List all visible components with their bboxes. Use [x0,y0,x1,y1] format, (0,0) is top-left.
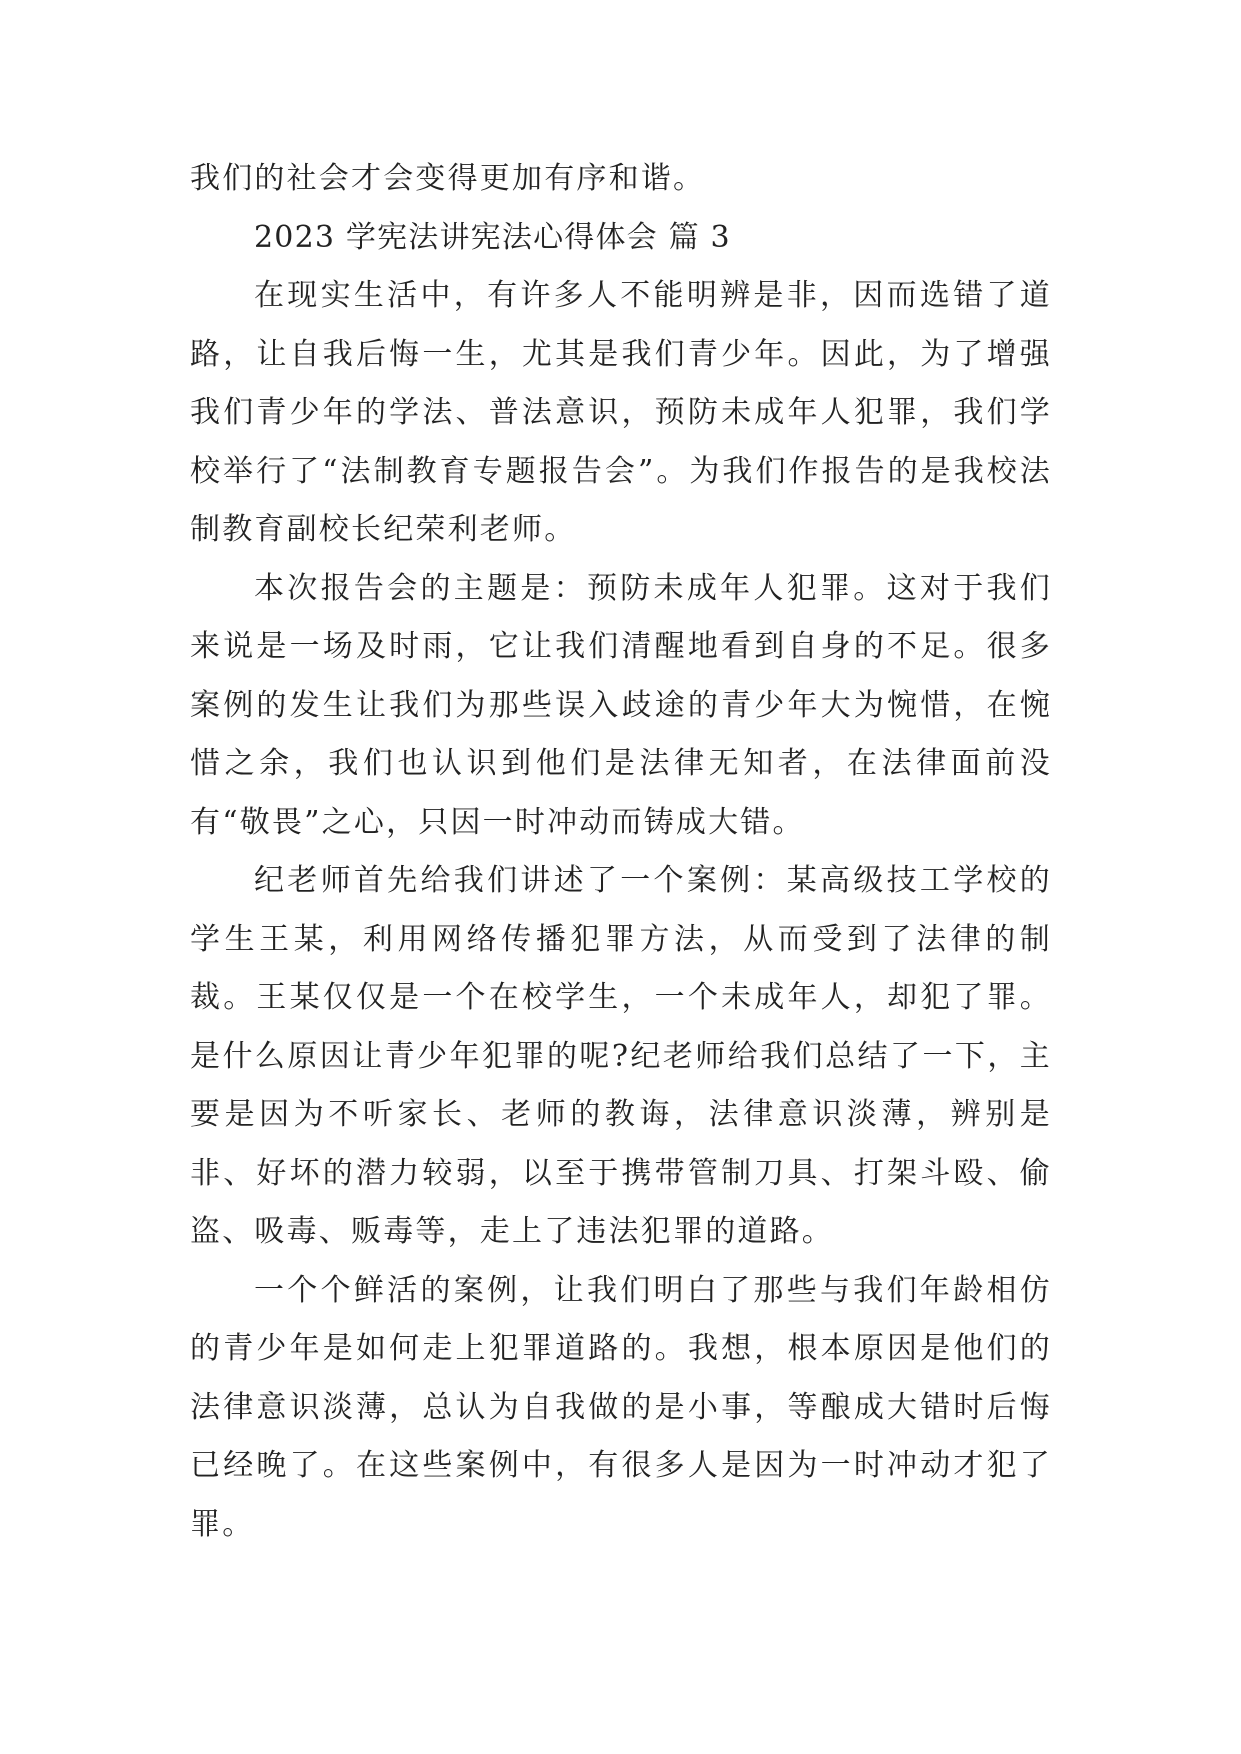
paragraph: 在现实生活中，有许多人不能明辨是非，因而选错了道路，让自我后悔一生，尤其是我们青少年。因此，为了增强我们青少年的学法、普法意识，预防未成年人犯罪，我们学校举行了“法制教育专题报告会”。为我们作报告的是我校法制教育副校长纪荣利老师。 [190,278,1052,547]
document-body [190,150,1052,1554]
section-heading: 2023 学宪法讲宪法心得体会 篇 3 [254,219,731,255]
paragraph: 本次报告会的主题是：预防未成年人犯罪。这对于我们来说是一场及时雨，它让我们清醒地看到自身的不足。很多案例的发生让我们为那些误入歧途的青少年大为惋惜，在惋惜之余，我们也认识到他们是法律无知者，在法律面前没有“敬畏”之心，只因一时冲动而铸成大错。 [190,570,1052,840]
paragraph: 纪老师首先给我们讲述了一个案例：某高级技工学校的学生王某，利用网络传播犯罪方法，从而受到了法律的制裁。王某仅仅是一个在校学生，一个未成年人，却犯了罪。是什么原因让青少年犯罪的呢?纪老师给我们总结了一下，主要是因为不听家长、老师的教诲，法律意识淡薄，辨别是非、好坏的潜力较弱，以至于携带管制刀具、打架斗殴、偷盗、吸毒、贩毒等，走上了违法犯罪的道路。 [190,863,1052,1249]
paragraph-continuation: 我们的社会才会变得更加有序和谐。 [190,161,706,196]
paragraph: 一个个鲜活的案例，让我们明白了那些与我们年龄相仿的青少年是如何走上犯罪道路的。我想，根本原因是他们的法律意识淡薄，总认为自我做的是小事，等酿成大错时后悔已经晚了。在这些案例中，有很多人是因为一时冲动才犯了罪。 [190,1272,1052,1542]
